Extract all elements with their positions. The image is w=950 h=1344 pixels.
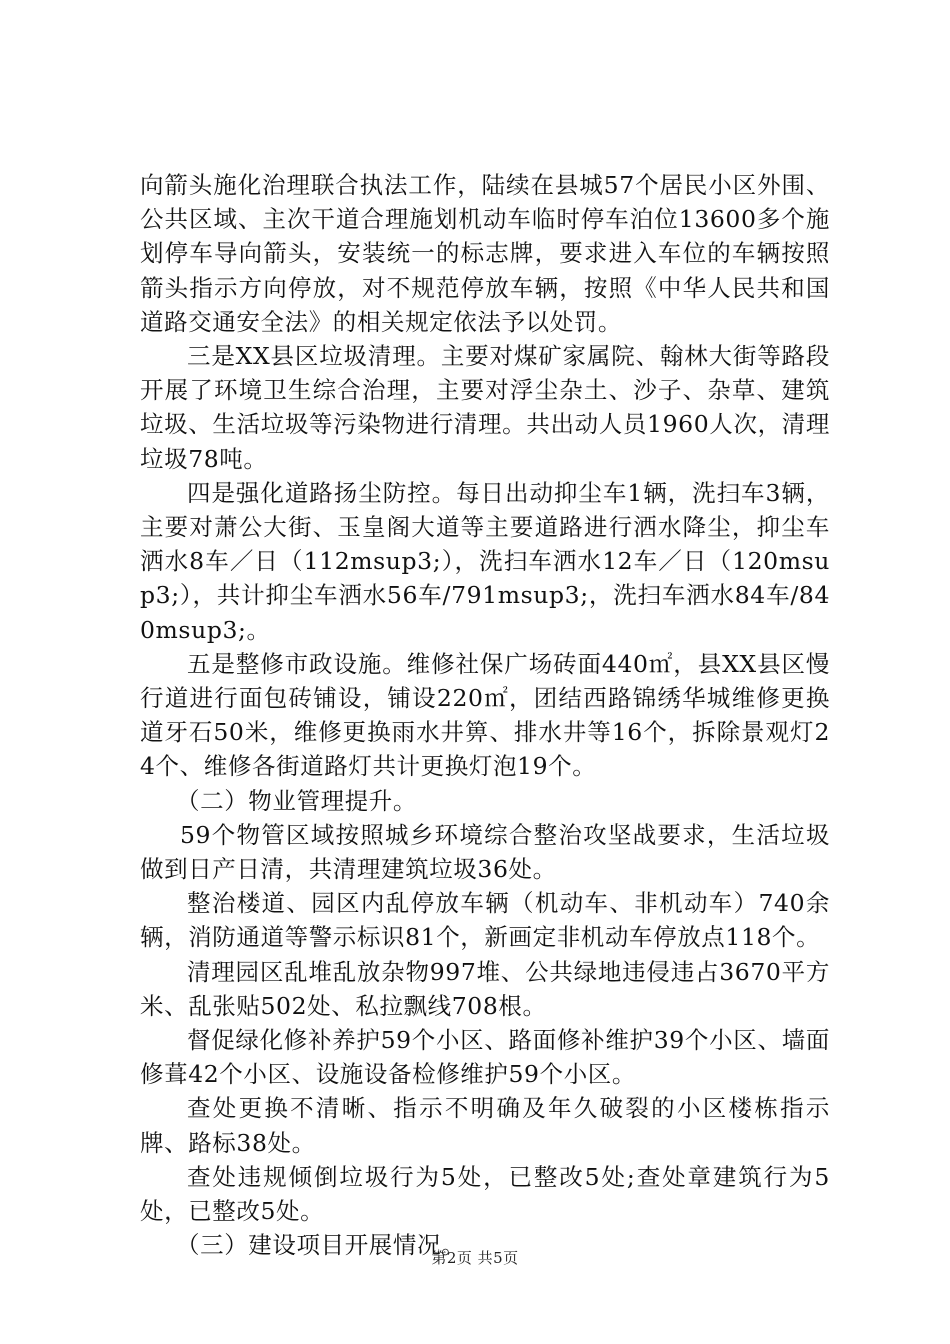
paragraph-maintenance: 督促绿化修补养护59个小区、路面修补维护39个小区、墙面修葺42个小区、设施设备检修维护59个小区。 [140, 1026, 830, 1089]
page-number-footer: 第2页 共5页 [431, 1249, 519, 1267]
document-body [140, 168, 830, 1263]
paragraph-dust-control: 四是强化道路扬尘防控。每日出动抑尘车1辆，洗扫车3辆，主要对萧公大街、玉皇阁大道等主要道路进行洒水降尘，抑尘车洒水8车／日（112msup3;），洗扫车洒水12车／日（120msup3;），共计抑尘车洒水56车/791msup3;，洗扫车洒水84车/840msup3;。 [140, 478, 830, 644]
paragraph-debris-cleanup: 清理园区乱堆乱放杂物997堆、公共绿地违侵违占3670平方米、乱张贴502处、私拉飘线708根。 [140, 957, 830, 1020]
paragraph-municipal-repair: 五是整修市政设施。维修社保广场砖面440㎡，县XX县区慢行道进行面包砖铺设，铺设220㎡，团结西路锦绣华城维修更换道牙石50米，维修更换雨水井箅、排水井等16个，拆除景观灯24个、维修各街道路灯共计更换灯泡19个。 [140, 649, 830, 781]
paragraph-signage: 查处更换不清晰、指示不明确及年久破裂的小区楼栋指示牌、路标38处。 [140, 1094, 830, 1157]
paragraph-traffic-arrows: 向箭头施化治理联合执法工作，陆续在县城57个居民小区外围、公共区域、主次干道合理施划机动车临时停车泊位13600多个施划停车导向箭头，安装统一的标志牌，要求进入车位的车辆按照箭头指示方向停放，对不规范停放车辆，按照《中华人民共和国道路交通安全法》的相关规定依法予以处罚。 [140, 171, 830, 336]
section-heading-property-management: （二）物业管理提升。 [176, 786, 417, 815]
paragraph-property-areas: 59个物管区域按照城乡环境综合整治攻坚战要求，生活垃圾做到日产日清，共清理建筑垃圾36处。 [140, 820, 830, 884]
paragraph-garbage-cleanup: 三是XX县区垃圾清理。主要对煤矿家属院、翰林大街等路段开展了环境卫生综合治理，主要对浮尘杂土、沙子、杂草、建筑垃圾、生活垃圾等污染物进行清理。共出动人员1960人次，清理垃圾78吨。 [140, 342, 830, 473]
paragraph-parking-rectification: 整治楼道、园区内乱停放车辆（机动车、非机动车）740余辆，消防通道等警示标识81个，新画定非机动车停放点118个。 [140, 889, 830, 952]
section-heading-construction-projects: （三）建设项目开展情况。 [176, 1231, 466, 1260]
paragraph-violations: 查处违规倾倒垃圾行为5处，已整改5处;查处章建筑行为5处，已整改5处。 [140, 1162, 830, 1226]
